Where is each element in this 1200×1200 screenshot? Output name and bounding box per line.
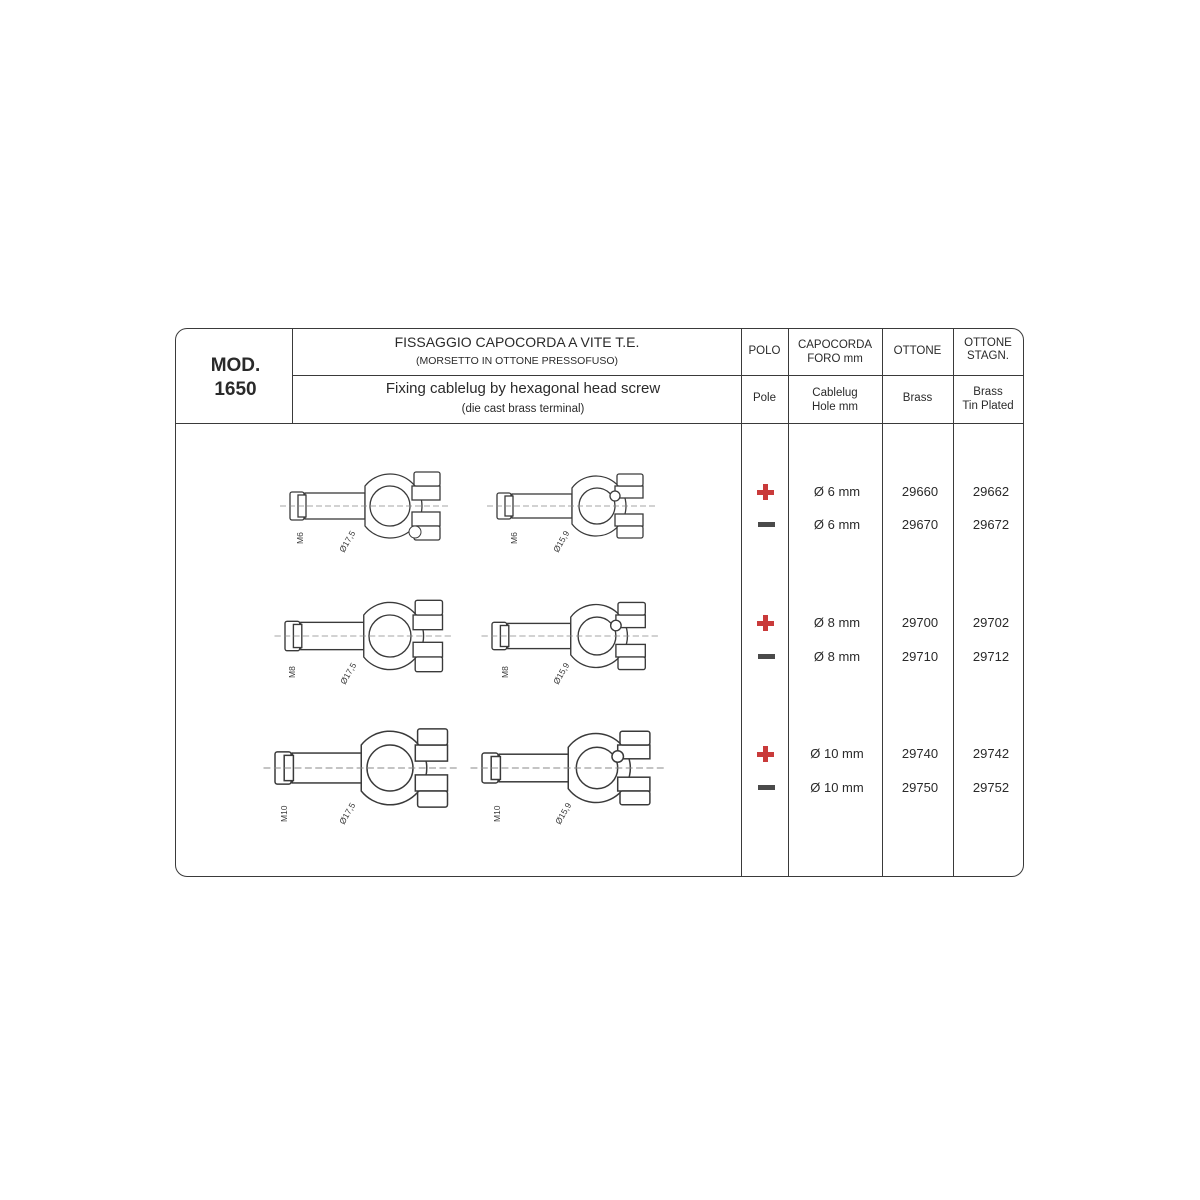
capocorda-header-en-2: Hole mm	[811, 401, 858, 413]
brass-code-cell: 29710	[901, 649, 939, 664]
terminal-drawing-m10-plus	[264, 729, 460, 807]
dim-label-m6: M6	[295, 532, 305, 544]
dim-label-m6: M6	[509, 532, 519, 544]
hole-cell: Ø 8 mm	[813, 615, 861, 630]
ottone-header-it: OTTONE	[893, 345, 942, 357]
brass-code-cell: 29700	[901, 615, 939, 630]
dim-label-d175: Ø17,5	[337, 800, 358, 826]
stagn-header-it-2: STAGN.	[967, 350, 1009, 362]
tin-code-cell: 29662	[972, 484, 1010, 499]
hole-cell: Ø 10 mm	[810, 780, 864, 795]
ottone-header-en: Brass	[902, 392, 933, 404]
hole-cell: Ø 6 mm	[813, 484, 861, 499]
capocorda-header-en-1: Cablelug	[812, 387, 858, 399]
terminal-drawing-m10-minus	[471, 731, 667, 805]
mod-label: MOD.	[210, 355, 261, 376]
capocorda-header-it-1: CAPOCORDA	[797, 339, 873, 351]
stagn-header-en-2: Tin Plated	[962, 400, 1014, 412]
title-italian: FISSAGGIO CAPOCORDA A VITE T.E.	[394, 334, 640, 350]
dim-label-d159: Ø15,9	[551, 528, 572, 554]
tin-code-cell: 29752	[972, 780, 1010, 795]
terminal-drawing-m6-plus	[280, 472, 450, 540]
tin-code-cell: 29702	[972, 615, 1010, 630]
terminal-drawing-m6-minus	[487, 474, 657, 538]
hole-cell: Ø 8 mm	[813, 649, 861, 664]
brass-code-cell: 29750	[901, 780, 939, 795]
brass-code-cell: 29740	[901, 746, 939, 761]
subtitle-english: (die cast brass terminal)	[461, 403, 585, 415]
hole-cell: Ø 6 mm	[813, 517, 861, 532]
dim-label-m8: M8	[500, 666, 510, 678]
hole-cell: Ø 10 mm	[810, 746, 864, 761]
mod-number: 1650	[214, 379, 257, 400]
dim-label-m8: M8	[287, 666, 297, 678]
polo-header-it: POLO	[748, 345, 781, 357]
tin-code-cell: 29712	[972, 649, 1010, 664]
tin-code-cell: 29672	[972, 517, 1010, 532]
capocorda-header-it-2: FORO mm	[807, 353, 863, 365]
title-english: Fixing cablelug by hexagonal head screw	[385, 380, 661, 397]
brass-code-cell: 29670	[901, 517, 939, 532]
terminal-drawing-m8-minus	[482, 602, 661, 669]
dim-label-d159: Ø15,9	[553, 800, 574, 826]
dim-label-d159: Ø15,9	[551, 660, 572, 686]
terminal-drawing-m8-plus	[275, 600, 454, 671]
dim-label-m10: M10	[492, 805, 502, 822]
dim-label-m10: M10	[279, 805, 289, 822]
subtitle-italian: (MORSETTO IN OTTONE PRESSOFUSO)	[415, 355, 619, 367]
polo-header-en: Pole	[752, 392, 777, 404]
dim-label-d175: Ø17,5	[337, 528, 358, 554]
brass-code-cell: 29660	[901, 484, 939, 499]
dim-label-d175: Ø17,5	[338, 660, 359, 686]
stagn-header-en-1: Brass	[973, 386, 1003, 398]
tin-code-cell: 29742	[972, 746, 1010, 761]
stagn-header-it-1: OTTONE	[964, 337, 1012, 349]
